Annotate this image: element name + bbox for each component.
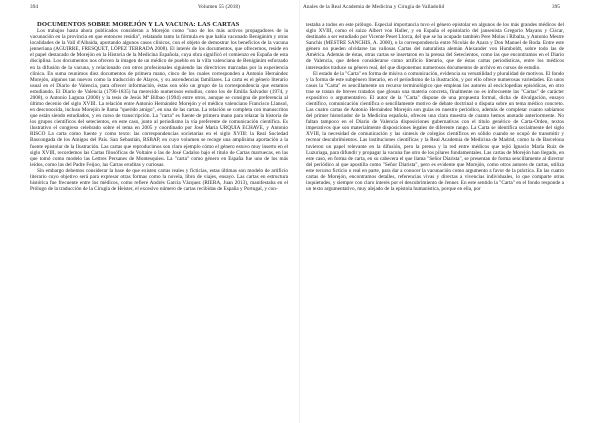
page-gutter xyxy=(299,0,300,423)
right-page-number: 395 xyxy=(552,4,561,10)
right-page-body xyxy=(306,22,564,192)
left-running-title: Volumen 55 (2018) xyxy=(198,4,240,10)
right-paragraph: testaba a todos en este prólogo. Especial importancia tuvo el género epistolar en algunos de los más grandes médicos del siglo XVIII, como el suizo Albert von Haller, y en España el epistolario del jansenista Gregorio Mayans y Císcar, destinado a ser estudiado por Vicente Peset Llorca, del que se ha ocupado también Pere Molas i Ribalta, y Antonio Mestre Sanchis (MESTRE SANCHIS, A. 2000), o la correspondencia entre Nicolás de Azara y Don Manuel de Roda. Entre este género no pueden olvidarse las valiosas Cartas del naturalista alemán Alexander von Humboldt, sobre todo las de América. Además de éstas, otras cartas se insertaron en la prensa del Setecientos, como las que encontramos en el Diario de Valencia, que deben considerarse como artificio literario, que de éstas cartas periodísticas, entre los médicos interesados traduce su género real, del que disponemos numerosos documentos de archivo en cursos de estudio. xyxy=(306,22,564,71)
left-paragraph: Sin embargo debemos considerar la base de que existen cartas reales y ficticias, estas últimas son modelo de artificio literario cuyo objetivo será para expresar otras formas como la novela, libro de viajes, ensayo. Las cartas en estructura histórica fue frecuente entre los médicos, como refiere Andrés García Vázquez (RIERA, Juan 2013), manifestaba en el Prólogo de la traducción de la Cirugía de Heister, el excesivo número de cartas recibidas de España y Portugal, y con- xyxy=(30,167,288,193)
left-page-number: 394 xyxy=(30,4,39,10)
right-running-title: Anales de la Real Academia de Medicina y Cirugía de Valladolid xyxy=(303,4,445,10)
section-title: DOCUMENTOS SOBRE MOREJÓN Y LA VACUNA: LAS CARTAS xyxy=(37,21,240,28)
right-paragraph: El estado de la "Carta" en forma de misiva o comunicación, evidencia su versatilidad y pluralidad de motivos. El fondo y la forma de este subgénero literario, en el periodismo de la ilustración, y por ello ofrece numerosas variedades. En unos casos la "Carta" es sencillamente un recurso terminológico que emplean los autores al enciclopedias episódicas, en otro trae se tratan de breves tratados que glosan una materia concreta, finalmente no es infrecuente las "Cartas" de carácter expositivo o argumentativo. El autor de la "Carta" dispone de una propuesta formal, dicha de divulgación, ensayo científico, comunicación científica o sencillamente motivo de debate doctrinal o disputa sobre un tema médico concreto. Las cuatro cartas de Antonio Hernández Morejón son guías en nuestro periódico, además de completar cuanto sabíamos del primer historiador de la Medicina española, ofrecen una clara muestra de cuanto hemos anotado anteriormente. No faltan tampoco en el Diario de Valencia disposiciones gubernativas con el título genérico de Carta-Orden, textos imperativos que son materialmente disposiciones legales de diferente rango. La Carta se identifica socialmente del siglo XVIII, la necesidad de comunicación y las sintesis de colegios científicos en sólido cuando se ocupó de transmitir y recrear descubrimientos. Las instituciones científicas y la Real Academia de Medicina de Madrid, como la de Barcelona tuvieron un papel relevante en la difusión, pero la prensa y la red entre médicos que tejió Ignacio María Ruiz de Luzuriaga, para difundir y propagar la vacuna fue otro de los pilares fundamentales. Las cartas de Morejón han llegado, en este caso, en forma de carta, en su cabecera el que llama "Señor Diarista", se presentan de forma sencillamente al director del periódico al que apostilla como "Señor Diarista", pero es evidente que Morejón, como otros autores de cartas, utiliza este recurso ficticio o real en parte, para dar a conocer la vacunación como argumento a favor de la práctica. En las cuatro cartas de Morejón, encontramos detalles, referencias vivas y directas a vivencias individuales, lo que comparte otras inquietudes, y siempre con claro interés por el descubrimiento de Jenner. En este sentido la "Carta" en el fondo responde a un texto argumentativo, muy alejado de la epístola humanística, porque en ella, por xyxy=(306,70,564,193)
left-paragraph: Los trabajos hasta ahora publicados consideran a Morejón como "uno de los más activos propagadores de la vacunación en la provincia en que entonces residía", relatando tanto la fórmula en que había vacunado Benigánim y otras localidades de la Vall d'Albaida, aportando algunos casos clínicos, con el objeto de demostrar los beneficios de la vacuna jenneriana (AGUIRRE, FRESQUET, LÓPEZ TERRADA 2008). El interés de los documentos, que ofrecemos, reside en el papel destacado de Morejón en la Historia de la Medicina Española, cuya obra significó el comienzo en España de esta disciplina. Los documentos nos ofrecen la imagen de un médico de pueblo en la villa valenciana de Benigánim esforzado en la difusión de la vacuna, y relacionado con otros profesionales siguiendo las directrices marcadas por la experiencia clínica. En suma reunimos diez documentos de primera mano, cinco de los cuales corresponden a Antonio Hernández Morejón, algunos tan nuevos como la traducción de Alayos, y su ascendencias familiares. La carta es el género literario usual en el Diario de Valencia, para ofrecer información, éstas son sólo un grupo de la correspondencia que estamos estudiando. El Diario de Valencia (1790-1835) ha merecido numerosos estudios, como los de Emilia Salvador (1974, y 2008), o Antonio Laguna (2000) y la tesis de Jesús Mª Bilbao (1994) entre otros, aunque se consigna de preferencia al último decenio del siglo XVIII. La relación entre Antonio Hernández Morejón y el médico valenciano Francisco Llansol, en desconocida, incluso Morejón le llama "querido amigo", en una de las cartas. La relación se completa con manuscritos que están siendo estudiados, y en curso de transcripción. La "carta" es fuente de primera mano para relazar la historia de los grupos científicos del setecientos, en este caso, junto al periodismo la vía preferente de comunicación científica. Es ilustrativo el congreso celebrado sobre el tema en 2005 y coordinado por José María URQUIA ECHAVE, y Antonio RISCO La carta como fuente y como texto: las correspondencias societarias en el siglo XVIII: la Real Sociedad Bascongada de los Amigos del País. San Sebastián, RSBAP, en cuyo volumen se recoge una amplísima aportación a la fuente epistolar de la Ilustración. Las cartas que reproducimos son claro ejemplo cómo el género estuvo muy inserto en el siglo XVIII, recordemos las Cartas filosóficas de Voltaire o las de José Cadalso bajo el título de Cartas marruecas, en las que tomó como modelo las Lettres Persanes de Montesquieu. La "carta" como género en España fue uno de los más leídos, como las del Padre Feijoo, las Cartas eruditas y curiosas. xyxy=(30,28,288,168)
left-page-body xyxy=(30,22,288,192)
